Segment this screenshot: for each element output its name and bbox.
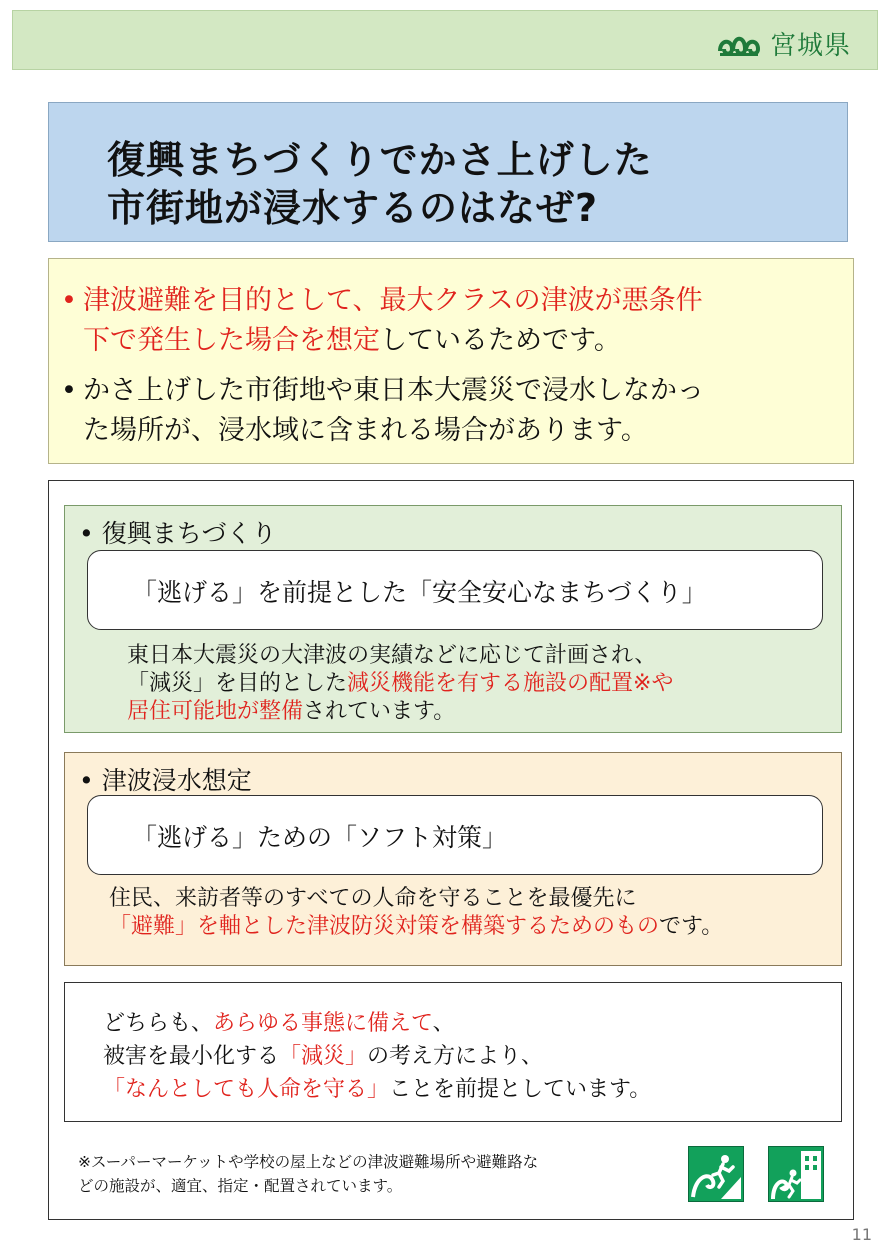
summary-box xyxy=(48,258,854,464)
body-line-1: 東日本大震災の大津波の実績などに応じて計画され、 xyxy=(127,643,657,668)
body-line-2 xyxy=(109,913,723,941)
section-reconstruction xyxy=(64,505,842,733)
body-line-3 xyxy=(127,698,673,726)
highlight-text: 減災機能を有する施設の配置※や xyxy=(347,671,674,696)
conclusion-line-1 xyxy=(103,1007,651,1040)
highlight-text: 「減災」 xyxy=(279,1044,368,1069)
conclusion-box xyxy=(64,982,842,1122)
bullet: • xyxy=(61,375,77,406)
section-body xyxy=(109,885,723,941)
summary-1-line-1: 津波避難を目的として、最大クラスの津波が悪条件 xyxy=(83,285,703,316)
miyagi-emblem-icon xyxy=(716,29,762,59)
body-text: されています。 xyxy=(303,699,456,724)
tsunami-evacuation-building-sign-icon xyxy=(768,1146,824,1202)
section-body xyxy=(127,642,673,726)
body-text: 「減災」を目的とした xyxy=(127,671,348,696)
title-box xyxy=(48,102,848,242)
key-phrase: 「逃げる」を前提とした「安全安心なまちづくり」 xyxy=(132,578,707,607)
prefecture-logo xyxy=(716,25,851,62)
section-heading: • 復興まちづくり xyxy=(79,519,277,548)
body-text: ことを前提としています。 xyxy=(389,1077,652,1102)
footnote-line-2: どの施設が、適宜、指定・配置されています。 xyxy=(78,1177,403,1195)
conclusion-line-2 xyxy=(103,1040,651,1073)
footnote-line-1: ※スーパーマーケットや学校の屋上などの津波避難場所や避難路な xyxy=(78,1153,539,1171)
header-bar xyxy=(12,10,878,70)
body-text: 被害を最小化する xyxy=(103,1044,280,1069)
bullet: • xyxy=(61,285,77,316)
highlight-text: 居住可能地が整備 xyxy=(127,699,304,724)
key-phrase-box xyxy=(87,550,823,630)
page-number: 11 xyxy=(851,1225,872,1244)
body-text: どちらも、 xyxy=(103,1011,214,1036)
tsunami-evacuation-area-sign-icon xyxy=(688,1146,744,1202)
body-line-2 xyxy=(127,670,673,698)
body-line-1: 住民、来訪者等のすべての人命を守ることを最優先に xyxy=(109,886,637,911)
highlight-text: あらゆる事態に備えて xyxy=(213,1011,433,1036)
highlight-text: 「なんとしても人命を守る」 xyxy=(103,1077,390,1102)
summary-2-line-2: た場所が、浸水域に含まれる場合があります。 xyxy=(83,415,648,446)
summary-1-line-2: しているためです。 xyxy=(380,325,621,356)
page-title-line-1: 復興まちづくりでかさ上げした xyxy=(107,138,653,182)
body-text: 、 xyxy=(432,1011,455,1036)
page-title-line-2: 市街地が浸水するのはなぜ? xyxy=(107,186,599,230)
summary-2-line-1: かさ上げした市街地や東日本大震災で浸水しなかっ xyxy=(83,375,704,406)
body-text: の考え方により、 xyxy=(367,1044,544,1069)
highlight-text: 「避難」を軸とした津波防災対策を構築するためのもの xyxy=(109,914,660,939)
conclusion-body xyxy=(103,1007,651,1106)
body-text: です。 xyxy=(659,914,724,939)
section-heading: • 津波浸水想定 xyxy=(79,766,252,795)
footnote xyxy=(78,1150,538,1198)
conclusion-line-3 xyxy=(103,1073,651,1106)
logo-text: 宮城県 xyxy=(769,31,851,61)
key-phrase-box xyxy=(87,795,823,875)
summary-1-line-2-red: 下で発生した場合を想定 xyxy=(83,325,380,356)
section-tsunami-assumption xyxy=(64,752,842,966)
key-phrase: 「逃げる」ための「ソフト対策」 xyxy=(132,823,508,852)
